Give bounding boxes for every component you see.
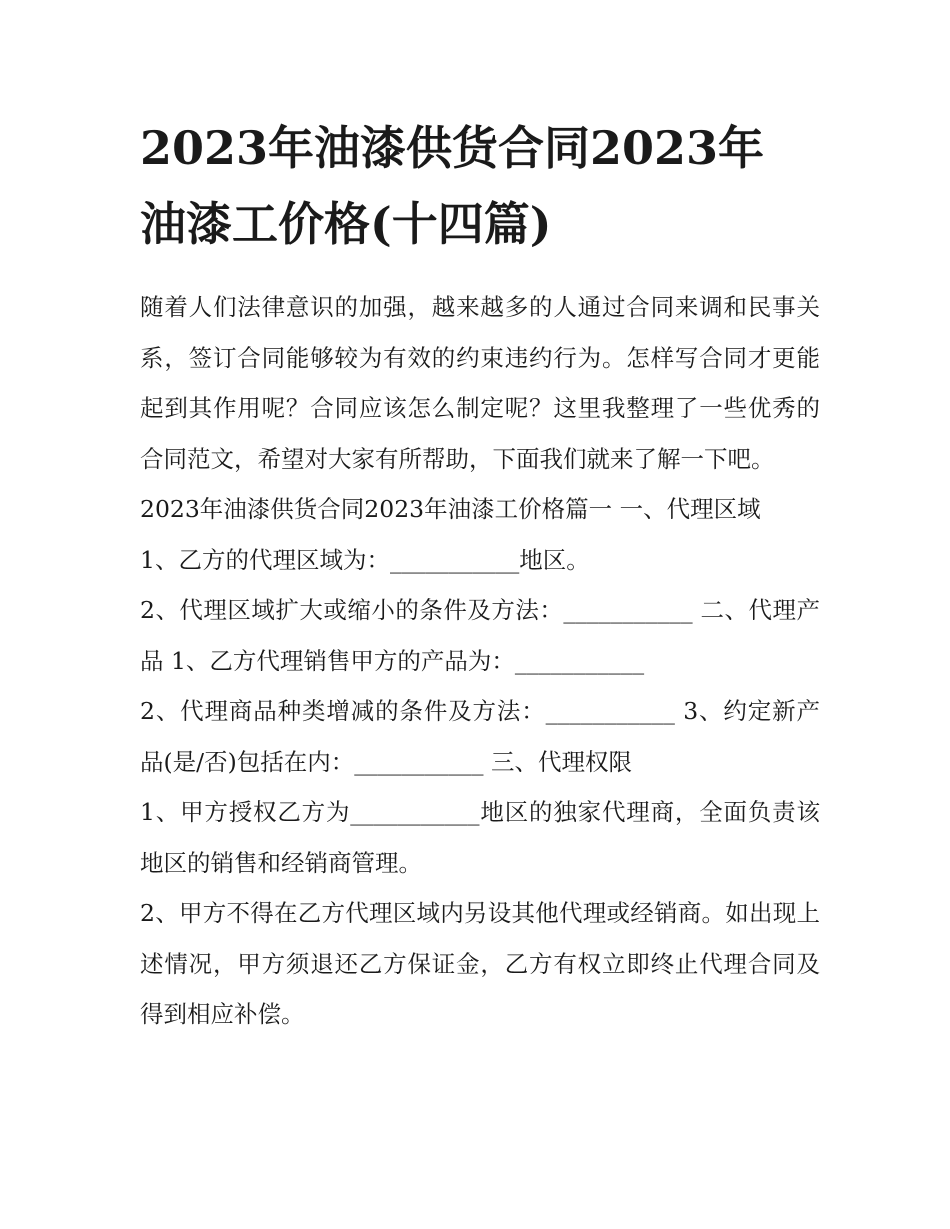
document-page xyxy=(140,110,820,1040)
clause-paragraph: 1、甲方授权乙方为___________地区的独家代理商，全面负责该地区的销售和经销商管理。 xyxy=(140,798,820,877)
document-body xyxy=(140,282,820,1040)
document-title xyxy=(140,110,820,262)
clause-paragraph: 1、乙方的代理区域为：___________地区。 xyxy=(140,545,590,574)
clause-paragraph: 2、代理区域扩大或缩小的条件及方法：___________ 二、代理产品 1、乙方代理销售甲方的产品为：___________ xyxy=(140,596,820,675)
title-line-2: 油漆工价格(十四篇) xyxy=(140,197,552,251)
title-line-1: 2023年油漆供货合同2023年 xyxy=(140,121,765,175)
clause-paragraph: 2、代理商品种类增减的条件及方法：___________ 3、约定新产品(是/否)包括在内：___________ 三、代理权限 xyxy=(140,697,820,776)
clause-paragraph: 2、甲方不得在乙方代理区域内另设其他代理或经销商。如出现上述情况，甲方须退还乙方保证金，乙方有权立即终止代理合同及得到相应补偿。 xyxy=(140,899,820,1028)
section-heading: 2023年油漆供货合同2023年油漆工价格篇一 一、代理区域 xyxy=(140,495,761,523)
intro-paragraph: 随着人们法律意识的加强，越来越多的人通过合同来调和民事关系，签订合同能够较为有效的约束违约行为。怎样写合同才更能起到其作用呢？合同应该怎么制定呢？这里我整理了一些优秀的合同范文，希望对大家有所帮助，下面我们就来了解一下吧。 xyxy=(140,293,820,473)
